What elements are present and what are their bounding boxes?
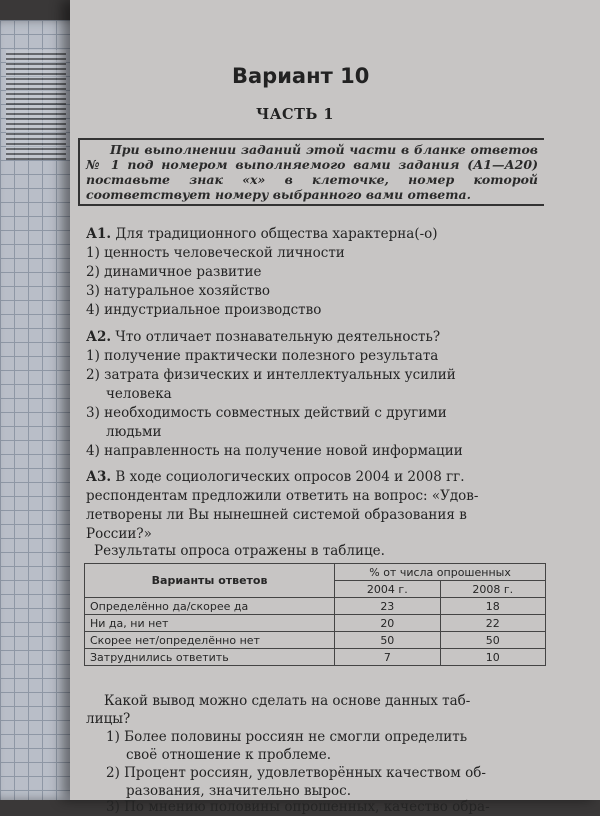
row-label: Определённо да/скорее да bbox=[85, 598, 335, 615]
answer-option: 4) индустриальное производство bbox=[86, 302, 322, 318]
table-row bbox=[85, 632, 546, 649]
row-label: Затруднились ответить bbox=[85, 649, 335, 666]
table-row bbox=[85, 615, 546, 632]
answer-option: 3) необходимость совместных действий с другими bbox=[86, 405, 447, 421]
survey-table bbox=[84, 563, 546, 666]
question-text: Для традиционного общества характерна(-о) bbox=[115, 226, 438, 242]
value-2008: 10 bbox=[440, 649, 545, 666]
answer-option: 1) Более половины россиян не смогли определить bbox=[106, 729, 468, 745]
question-number: А1. bbox=[86, 226, 112, 242]
answer-option: 1) ценность человеческой личности bbox=[86, 245, 345, 261]
answer-option: 2) Процент россиян, удовлетворённых качеством об- bbox=[106, 765, 486, 781]
row-label: Скорее нет/определённо нет bbox=[85, 632, 335, 649]
value-2004: 50 bbox=[335, 632, 440, 649]
column-header-2008: 2008 г. bbox=[440, 581, 545, 598]
table-header-row bbox=[85, 564, 546, 581]
answer-option-continuation: человека bbox=[106, 386, 172, 402]
question-text: Что отличает познавательную деятельность? bbox=[115, 329, 441, 345]
question-a1 bbox=[86, 226, 438, 243]
textbook-page bbox=[70, 0, 600, 815]
question-text-line: лицы? bbox=[86, 711, 131, 727]
answer-option: 1) получение практически полезного результата bbox=[86, 348, 439, 364]
question-text-line: респондентам предложили ответить на вопрос: «Удов- bbox=[86, 488, 479, 504]
question-text-line: летворены ли Вы нынешней системой образования в bbox=[86, 507, 467, 523]
value-2004: 23 bbox=[335, 598, 440, 615]
answer-option: 2) затрата физических и интеллектуальных усилий bbox=[86, 367, 456, 383]
value-2004: 7 bbox=[335, 649, 440, 666]
table-row bbox=[85, 649, 546, 666]
answer-option-continuation: своё отношение к проблеме. bbox=[126, 747, 332, 763]
column-header-2004: 2004 г. bbox=[335, 581, 440, 598]
variant-title: Вариант 10 bbox=[232, 64, 370, 88]
question-number: А2. bbox=[86, 329, 112, 345]
answer-option: 3) натуральное хозяйство bbox=[86, 283, 271, 299]
column-header-answers: Варианты ответов bbox=[85, 564, 335, 598]
column-header-percent: % от числа опрошенных bbox=[335, 564, 546, 581]
question-a2 bbox=[86, 329, 440, 346]
part-title: ЧАСТЬ 1 bbox=[256, 106, 334, 123]
value-2008: 22 bbox=[440, 615, 545, 632]
table-row bbox=[85, 598, 546, 615]
question-text-line: Какой вывод можно сделать на основе данных таб- bbox=[104, 693, 471, 709]
value-2004: 20 bbox=[335, 615, 440, 632]
answer-option: 3) По мнению половины опрошенных, качество обра- bbox=[106, 799, 490, 815]
question-number: А3. bbox=[86, 469, 112, 485]
row-label: Ни да, ни нет bbox=[85, 615, 335, 632]
question-text-line: России?» bbox=[86, 526, 152, 542]
barcode-graphic bbox=[6, 50, 66, 160]
answer-option-continuation: разования, значительно вырос. bbox=[126, 783, 352, 799]
answer-option: 4) направленность на получение новой информации bbox=[86, 443, 463, 459]
instruction-text: При выполнении заданий этой части в бланке ответов № 1 под номером выполняемого вами задания (А1—А20) поставьте знак «х» в клеточке, номер которой соответствует номеру выбранного вами ответа. bbox=[86, 142, 538, 202]
answer-option-continuation: людьми bbox=[106, 424, 162, 440]
table-caption: Результаты опроса отражены в таблице. bbox=[94, 543, 385, 559]
answer-option: 2) динамичное развитие bbox=[86, 264, 262, 280]
value-2008: 50 bbox=[440, 632, 545, 649]
question-a3 bbox=[86, 469, 465, 486]
question-text: В ходе социологических опросов 2004 и 2008 гг. bbox=[115, 469, 465, 485]
value-2008: 18 bbox=[440, 598, 545, 615]
instruction-box bbox=[78, 138, 544, 206]
